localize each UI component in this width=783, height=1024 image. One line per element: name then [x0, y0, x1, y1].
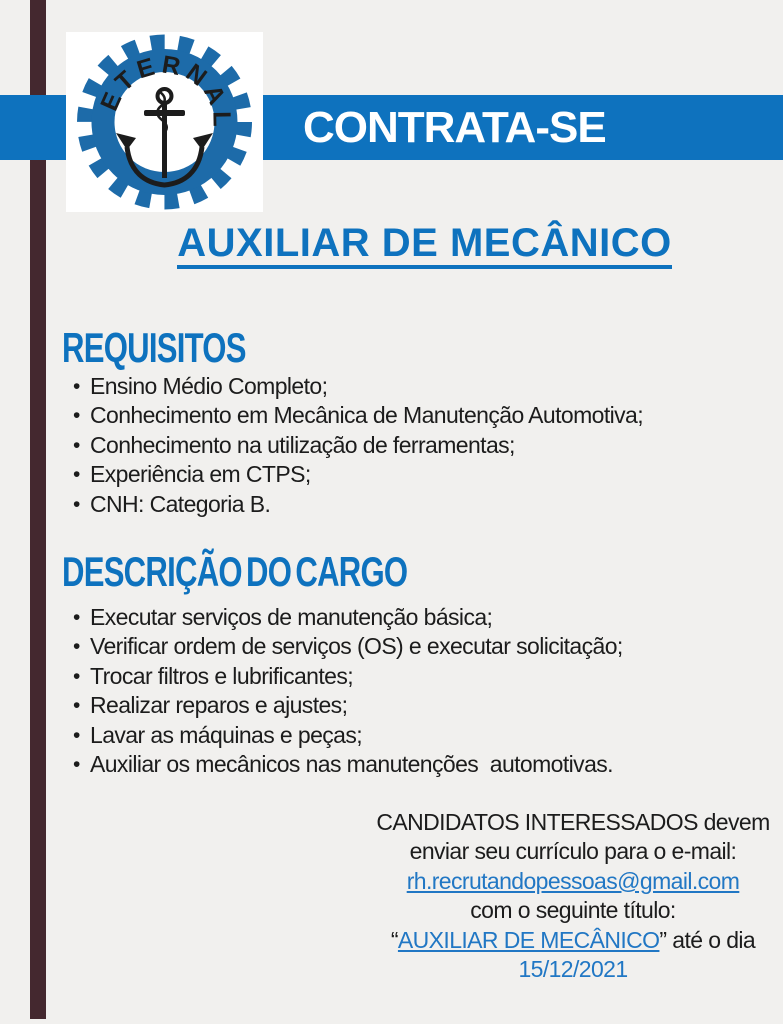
job-title: AUXILIAR DE MECÂNICO	[177, 222, 671, 269]
logo-brand-text: ETERNAL	[95, 50, 236, 132]
list-item: • Auxiliar os mecânicos nas manutenções automotivas.	[73, 750, 775, 779]
job-description-heading: DESCRIÇÃO DO CARGO	[62, 548, 408, 595]
logo-graphic	[66, 32, 263, 212]
deadline-prefix: até o dia	[666, 926, 756, 953]
list-item: • Experiência em CTPS;	[73, 460, 775, 489]
banner-title: CONTRATA-SE	[303, 102, 606, 152]
contact-line-3: com o seguinte título:	[470, 897, 676, 924]
job-title-wrap	[66, 222, 783, 269]
job-title-link[interactable]: AUXILIAR DE MECÂNICO	[397, 926, 660, 953]
list-item: • Trocar filtros e lubrificantes;	[73, 662, 775, 691]
list-item: • Executar serviços de manutenção básica;	[73, 603, 775, 632]
job-description-list	[73, 603, 775, 779]
eternal-logo	[66, 32, 263, 212]
contact-title-line	[363, 926, 783, 955]
list-item: • Lavar as máquinas e peças;	[73, 721, 775, 750]
contact-line-1: CANDIDATOS INTERESSADOS devem	[376, 809, 770, 835]
list-item: • Ensino Médio Completo;	[73, 372, 775, 401]
open-quote: “	[390, 926, 398, 953]
contact-block	[363, 808, 783, 984]
list-item: • Conhecimento em Mecânica de Manutenção Automotiva;	[73, 401, 775, 430]
contact-email-line	[363, 867, 783, 896]
email-link[interactable]: rh.recrutandopessoas@gmail.com	[406, 867, 740, 894]
list-item: • Realizar reparos e ajustes;	[73, 691, 775, 720]
list-item: • Verificar ordem de serviços (OS) e executar solicitação;	[73, 632, 775, 661]
list-item: • CNH: Categoria B.	[73, 490, 775, 519]
contact-line-2: enviar seu currículo para o e-mail:	[409, 838, 737, 865]
deadline-date: 15/12/2021	[518, 956, 628, 983]
requirements-heading: REQUISITOS	[62, 324, 246, 371]
requirements-list	[73, 372, 775, 519]
list-item: • Conhecimento na utilização de ferramentas;	[73, 431, 775, 460]
close-quote: ”	[659, 926, 667, 953]
